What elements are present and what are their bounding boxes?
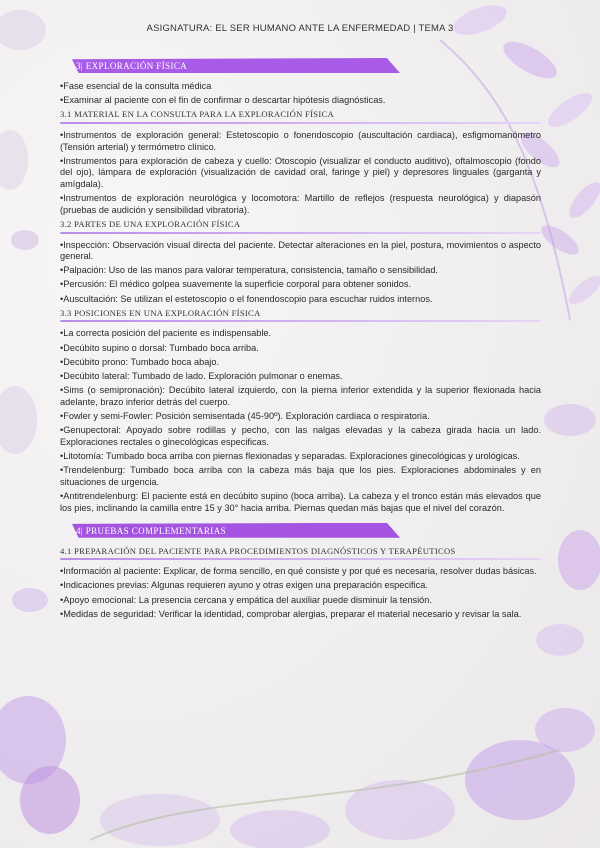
document-content [60, 58, 541, 623]
list-item: • La correcta posición del paciente es indispensable. [60, 328, 541, 340]
list-item: • Fowler y semi-Fowler: Posición semisentada (45-90º). Exploración cardiaca o respiratoria. [60, 411, 541, 423]
list-item: • Decúbito prono: Tumbado boca abajo. [60, 357, 541, 369]
list-item: • Medidas de seguridad: Verificar la identidad, comprobar alergias, preparar el material necesario y revisar la sala. [60, 609, 541, 621]
list-item: • Decúbito lateral: Tumbado de lado. Exploración pulmonar o enemas. [60, 371, 541, 383]
list-item: • Instrumentos para exploración de cabeza y cuello: Otoscopio (visualizar el conducto auditivo), oftalmoscopio (fondo del ojo), lámpara de exploración (visualización de cavidad oral, faringe y piel) y depresores linguales (garganta y amígdala). [60, 156, 541, 191]
floral-decoration-bottom [0, 690, 600, 848]
list-item: • Instrumentos de exploración general: Estetoscopio o fonendoscopio (auscultación cardiaca), esfigmomanómetro (Tensión arterial) y termómetro clínico. [60, 130, 541, 153]
list-item: • Percusión: El médico golpea suavemente la superficie corporal para obtener sonidos. [60, 279, 541, 291]
list-item: • Palpación: Uso de las manos para valorar temperatura, consistencia, tamaño o sensibilidad. [60, 265, 541, 277]
subsection-4-1-heading: 4.1 PREPARACIÓN DEL PACIENTE PARA PROCEDIMIENTOS DIAGNÓSTICOS Y TERAPÉUTICOS [60, 546, 541, 561]
list-item: • Información al paciente: Explicar, de forma sencillo, en qué consiste y por qué es necesaria, resolver dudas básicas. [60, 566, 541, 578]
list-item: • Apoyo emocional: La presencia cercana y empática del auxiliar puede disminuir la tensión. [60, 595, 541, 607]
subsection-3-2-heading: 3.2 PARTES DE UNA EXPLORACIÓN FÍSICA [60, 219, 541, 234]
list-item: • Sims (o semipronación): Decúbito lateral izquierdo, con la pierna inferior extendida y la superior flexionada hacia adelante, brazo inferior detrás del cuerpo. [60, 385, 541, 408]
section-4-title: 4| PRUEBAS COMPLEMENTARIAS [76, 525, 227, 536]
subsection-3-3-heading: 3.3 POSICIONES EN UNA EXPLORACIÓN FÍSICA [60, 308, 541, 323]
list-item: • Litotomía: Tumbado boca arriba con piernas flexionadas y separadas. Exploraciones ginecológicas y urológicas. [60, 451, 541, 463]
list-item: • Examinar al paciente con el fin de confirmar o descartar hipótesis diagnósticas. [60, 95, 541, 107]
section-3-title: 3| EXPLORACIÓN FÍSICA [76, 61, 188, 71]
list-item: • Auscultación: Se utilizan el estetoscopio o el fonendoscopio para escuchar ruidos internos. [60, 294, 541, 306]
section-4-banner [60, 523, 541, 540]
section-3-banner [60, 58, 541, 75]
list-item: • Indicaciones previas: Algunas requieren ayuno y otras exigen una preparación especifica. [60, 580, 541, 592]
list-item: • Inspección: Observación visual directa del paciente. Detectar alteraciones en la piel, postura, movimientos o aspecto general. [60, 240, 541, 263]
list-item: • Fase esencial de la consulta médica [60, 81, 541, 93]
list-item: • Decúbito supino o dorsal: Tumbado boca arriba. [60, 343, 541, 355]
list-item: • Antitrendelenburg: El paciente está en decúbito supino (boca arriba). La cabeza y el tronco están más elevados que los pies, inclinando la camilla entre 15 y 30° hacia arriba. Piernas quedan más bajas que el nivel del corazón. [60, 491, 541, 514]
list-item: • Trendelenburg: Tumbado boca arriba con la cabeza más baja que los pies. Exploraciones abdominales y en situaciones de urgencia. [60, 465, 541, 488]
page-header: ASIGNATURA: EL SER HUMANO ANTE LA ENFERMEDAD | TEMA 3 [146, 23, 454, 34]
subsection-3-1-heading: 3.1 MATERIAL EN LA CONSULTA PARA LA EXPLORACIÓN FÍSICA [60, 109, 541, 124]
list-item: • Genupectoral: Apoyado sobre rodillas y pecho, con las nalgas elevadas y la cabeza girada hacia un lado. Exploraciones rectales o ginecológicas especificas. [60, 425, 541, 448]
list-item: • Instrumentos de exploración neurológica y locomotora: Martillo de reflejos (respuesta neurológica) y diapasón (pruebas de audición y sensibilidad vibratoria). [60, 193, 541, 216]
